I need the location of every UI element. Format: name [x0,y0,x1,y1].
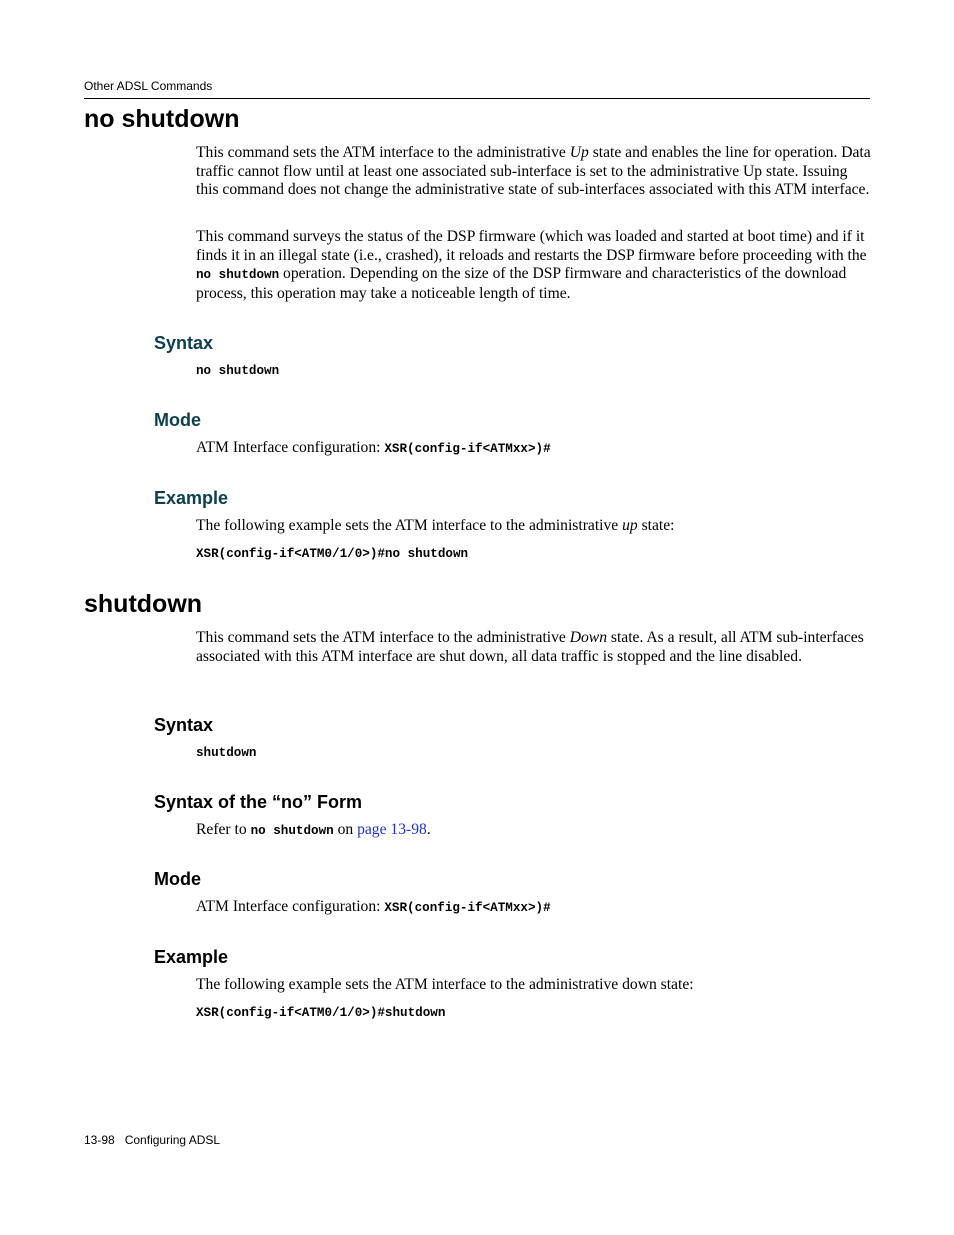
text-run: This command surveys the status of the DSP firmware (which was loaded and started at boot time) and if it finds it in an illegal state (i.e., crashed), it reloads and restarts the DSP firmware before proceeding with the [196,228,867,264]
inline-code: no shutdown [196,268,280,283]
text-run: Refer to [196,821,251,838]
text-run: ATM Interface configuration: [196,439,385,456]
italic-term: up [622,517,638,534]
syntax-code: no shutdown [196,364,280,378]
inline-code: XSR(config-if<ATMxx>)# [384,442,551,456]
mode-heading: Mode [154,410,201,430]
text-run: on [333,821,358,838]
example-heading: Example [154,947,229,967]
text-run: This command sets the ATM interface to the administrative [196,144,570,161]
running-header: Other ADSL Commands [84,79,213,93]
syntax-code: shutdown [196,746,257,760]
italic-term: Up [569,144,589,161]
text-run: state: [637,517,675,534]
no-form-text [196,821,871,841]
page-number: 13-98 [84,1133,115,1147]
mode-text [196,898,871,918]
mode-text [196,439,871,459]
text-run: ATM Interface configuration: [196,898,385,915]
no-shutdown-description-1 [196,144,871,200]
shutdown-description [196,629,871,666]
example-text [196,517,871,536]
no-shutdown-description-2 [196,228,871,304]
text-run: This command sets the ATM interface to the administrative [196,629,570,646]
text-run: The following example sets the ATM interface to the administrative [196,517,623,534]
section-title-no-shutdown: no shutdown [84,105,240,133]
header-rule [84,98,870,99]
chapter-title: Configuring ADSL [124,1133,221,1147]
example-code: XSR(config-if<ATM0/1/0>)#no shutdown [196,547,469,561]
example-code: XSR(config-if<ATM0/1/0>)#shutdown [196,1006,446,1020]
page-reference-link[interactable]: page 13-98 [357,821,427,838]
inline-code: no shutdown [250,824,334,838]
inline-code: XSR(config-if<ATMxx>)# [384,901,551,915]
text-run: state and enables the line for operation. Data traffic cannot flow until at least one associated sub-interface is set to the administrative Up state. Issuing this command does not change the administrative state of sub-interfaces associated with this ATM interface. [196,144,871,199]
mode-heading: Mode [154,869,201,889]
example-text: The following example sets the ATM interface to the administrative down state: [196,976,694,993]
text-run: operation. Depending on the size of the DSP firmware and characteristics of the download process, this operation may take a noticeable length of time. [196,265,847,303]
italic-term: Down [569,629,607,646]
text-run: . [426,821,431,838]
no-form-heading: Syntax of the “no” Form [154,792,363,812]
syntax-heading: Syntax [154,715,214,735]
syntax-heading: Syntax [154,333,214,353]
page-footer [84,1133,220,1147]
text-run: state. As a result, all ATM sub-interfaces associated with this ATM interface are shut down, all data traffic is stopped and the line disabled. [196,629,864,665]
example-heading: Example [154,488,229,508]
section-title-shutdown: shutdown [84,590,203,618]
